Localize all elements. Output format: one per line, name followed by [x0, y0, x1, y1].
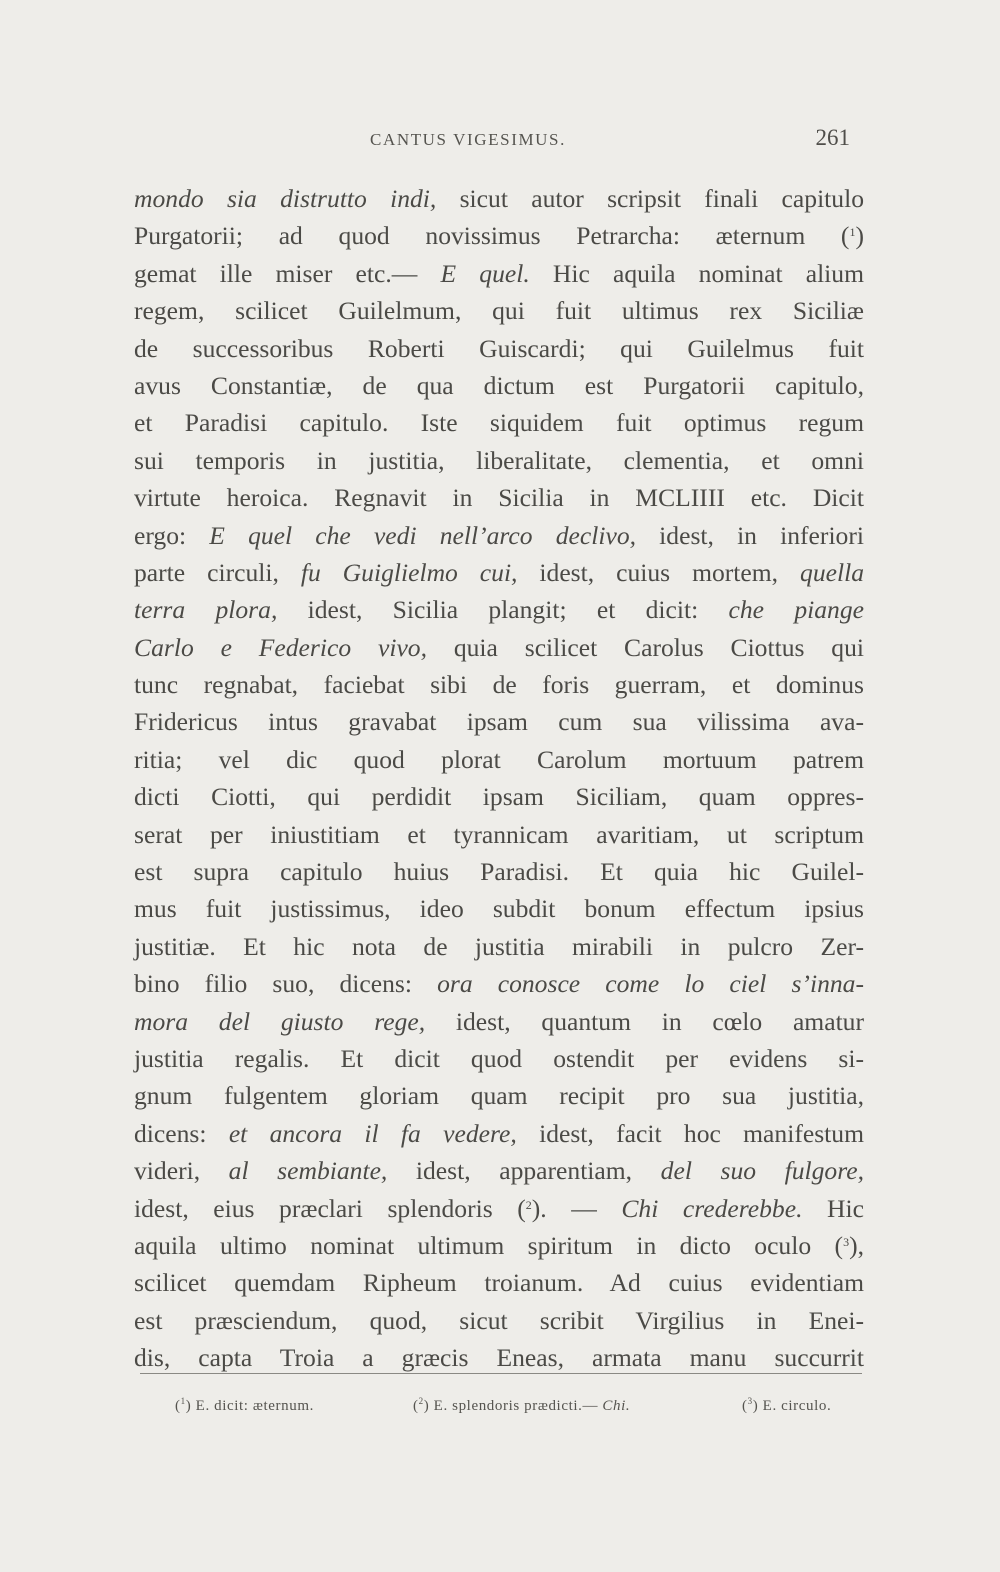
text-segment: avus Constantiæ, de qua dictum est Purgatorii capitulo,: [134, 370, 864, 400]
italic-quotation: Carlo e Federico vivo,: [134, 632, 427, 662]
body-text: [134, 180, 864, 1377]
footnote-2: ($^2$) E. splendoris prædicti.— Chi.: [413, 1396, 631, 1414]
text-segment: tunc regnabat, faciebat sibi de foris guerram, et dominus: [134, 670, 864, 700]
text-line: [134, 1190, 864, 1227]
text-segment: gemat ille miser etc.—: [134, 258, 441, 288]
text-line: [134, 479, 864, 516]
italic-quotation: E quel che vedi nell’arco declivo,: [209, 520, 637, 550]
text-line: [134, 217, 864, 254]
text-segment: idest, in inferiori: [636, 520, 864, 550]
text-segment: idest, quantum in cœlo amatur: [425, 1006, 865, 1036]
italic-quotation: mondo sia distrutto indi,: [134, 184, 437, 213]
text-segment: aquila ultimo nominat ultimum spiritum in dicto oculo (: [134, 1230, 844, 1260]
text-line: [134, 890, 864, 927]
text-line: [134, 554, 864, 591]
italic-quotation: E quel.: [440, 258, 530, 288]
text-segment: idest, apparentiam,: [387, 1156, 661, 1186]
text-line: [134, 965, 864, 1002]
italic-quotation: et ancora il fa vedere,: [228, 1118, 517, 1148]
text-line: [134, 778, 864, 815]
text-segment: sui temporis in justitia, liberalitate, clementia, et omni: [134, 445, 864, 475]
text-segment: Fridericus intus gravabat ipsam cum sua vilissima ava-: [134, 707, 864, 737]
italic-quotation: fu Guiglielmo cui,: [300, 557, 518, 587]
text-line: [134, 666, 864, 703]
text-segment: scilicet quemdam Ripheum troianum. Ad cuius evidentiam: [134, 1268, 864, 1298]
text-line: [134, 367, 864, 404]
italic-quotation: mora del giusto rege,: [134, 1006, 426, 1036]
footnote-reference: 2: [525, 1197, 532, 1212]
text-segment: gnum fulgentem gloriam quam recipit pro sua justitia,: [134, 1081, 864, 1111]
text-line: [134, 703, 864, 740]
text-line: [134, 1339, 864, 1376]
footnotes: [175, 1398, 865, 1422]
text-segment: idest, cuius mortem,: [517, 557, 801, 587]
text-segment: ): [855, 221, 864, 251]
text-segment: Hic aquila nominat alium: [529, 258, 864, 288]
text-line: [134, 180, 864, 217]
text-segment: mus fuit justissimus, ideo subdit bonum effectum ipsius: [134, 894, 864, 924]
text-line: [134, 517, 864, 554]
text-line: [134, 1302, 864, 1339]
text-line: [134, 404, 864, 441]
text-segment: videri,: [134, 1156, 229, 1186]
text-line: [134, 1040, 864, 1077]
text-segment: sicut autor scripsit finali capitulo: [436, 184, 864, 213]
text-segment: dis, capta Troia a græcis Eneas, armata manu succurrit: [134, 1343, 864, 1373]
text-line: [134, 1077, 864, 1114]
text-line: [134, 1152, 864, 1189]
text-line: [134, 928, 864, 965]
italic-quotation: ora conosce come lo ciel s’inna-: [437, 969, 864, 999]
text-line: [134, 853, 864, 890]
text-line: [134, 330, 864, 367]
text-segment: Hic: [802, 1193, 864, 1223]
text-line: [134, 1115, 864, 1152]
text-segment: parte circuli,: [134, 557, 301, 587]
text-line: [134, 1264, 864, 1301]
text-line: [134, 1003, 864, 1040]
text-segment: idest, eius præclari splendoris (: [134, 1193, 526, 1223]
text-segment: virtute heroica. Regnavit in Sicilia in MCLIIII etc. Dicit: [134, 483, 864, 513]
page-header: [134, 125, 850, 160]
text-line: [134, 741, 864, 778]
footnote-3: ($^3$) E. circulo.: [742, 1396, 832, 1414]
text-line: [134, 591, 864, 628]
footnote-mark: 3: [747, 1396, 753, 1406]
italic-quotation: del suo fulgore,: [660, 1156, 864, 1186]
text-line: [134, 629, 864, 666]
text-segment: de successoribus Roberti Guiscardi; qui Guilelmus fuit: [134, 333, 864, 363]
text-segment: quia scilicet Carolus Ciottus qui: [427, 632, 864, 662]
footnote-reference: 1: [849, 225, 856, 240]
italic-quotation: che piange: [728, 595, 864, 625]
text-line: [134, 255, 864, 292]
italic-quotation: al sembiante,: [228, 1156, 388, 1186]
text-segment: bino filio suo, dicens:: [134, 969, 438, 999]
text-segment: justitiæ. Et hic nota de justitia mirabili in pulcro Zer-: [134, 931, 864, 961]
page-number: 261: [815, 125, 850, 150]
text-line: [134, 292, 864, 329]
text-segment: est præsciendum, quod, sicut scribit Virgilius in Enei-: [134, 1305, 864, 1335]
italic-quotation: Chi crederebbe.: [621, 1193, 803, 1223]
text-segment: dicti Ciotti, qui perdidit ipsam Siciliam, quam oppres-: [134, 782, 864, 812]
running-head: CANTUS VIGESIMUS.: [370, 130, 566, 149]
text-segment: idest, Sicilia plangit; et dicit:: [277, 595, 729, 625]
italic-quotation: terra plora,: [134, 595, 278, 625]
text-segment: regem, scilicet Guilelmum, qui fuit ultimus rex Siciliæ: [134, 296, 864, 326]
footnote-mark: 1: [180, 1396, 186, 1406]
footnote-mark: 2: [418, 1396, 424, 1406]
text-segment: ergo:: [134, 520, 210, 550]
text-segment: justitia regalis. Et dicit quod ostendit per evidens si-: [134, 1043, 864, 1073]
text-line: [134, 816, 864, 853]
footnote-reference: 3: [843, 1234, 850, 1249]
text-segment: et Paradisi capitulo. Iste siquidem fuit optimus regum: [134, 408, 864, 438]
text-segment: ),: [849, 1230, 864, 1260]
text-segment: ritia; vel dic quod plorat Carolum mortuum patrem: [134, 744, 864, 774]
text-line: [134, 442, 864, 479]
text-segment: ). —: [531, 1193, 622, 1223]
text-segment: Purgatorii; ad quod novissimus Petrarcha: æternum (: [134, 221, 850, 251]
text-line: [134, 1227, 864, 1264]
text-segment: idest, facit hoc manifestum: [516, 1118, 864, 1148]
footnote-1: ($^1$) E. dicit: æternum.: [175, 1396, 314, 1414]
italic-quotation: quella: [800, 557, 865, 587]
text-segment: dicens:: [134, 1118, 229, 1148]
text-segment: est supra capitulo huius Paradisi. Et quia hic Guilel-: [134, 857, 864, 887]
footnote-rule: [140, 1373, 862, 1374]
text-segment: serat per iniustitiam et tyrannicam avaritiam, ut scriptum: [134, 819, 864, 849]
